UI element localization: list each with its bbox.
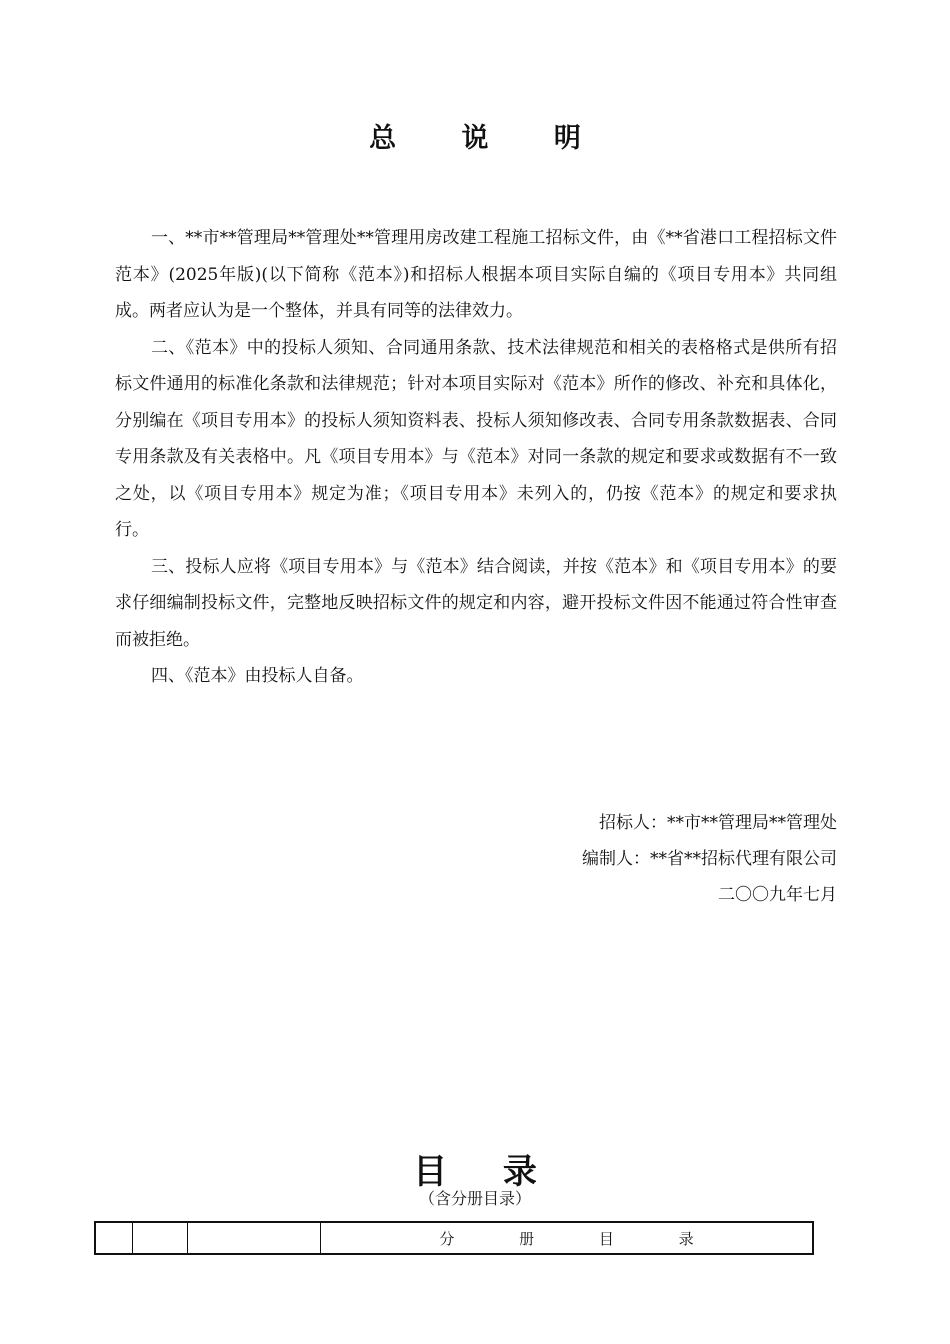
signature-date: 二〇〇九年七月 <box>718 885 837 905</box>
paragraph-2: 二、《范本》中的投标人须知、合同通用条款、技术法律规范和相关的表格格式是供所有招标文件通用的标准化条款和法律规范；针对本项目实际对《范本》所作的修改、补充和具体化，分别编在《项目专用本》的投标人须知资料表、投标人须知修改表、合同专用条款数据表、合同专用条款及有关表格中。凡《项目专用本》与《范本》对同一条款的规定和要求或数据有不一致之处，以《项目专用本》规定为准；《项目专用本》未列入的，仍按《范本》的规定和要求执行。 <box>115 337 837 540</box>
signature-tenderer: 招标人：**市**管理局**管理处 <box>599 813 837 833</box>
page-title: 总 说 明 <box>369 123 609 154</box>
toc-table <box>94 1221 814 1255</box>
toc-cell <box>188 1222 321 1254</box>
toc-subtitle: （含分册目录） <box>418 1189 531 1208</box>
toc-cell <box>133 1222 188 1254</box>
paragraph-3: 三、投标人应将《项目专用本》与《范本》结合阅读，并按《范本》和《项目专用本》的要求仔细编制投标文件，完整地反映招标文件的规定和内容，避开投标文件因不能通过符合性审查而被拒绝。 <box>115 556 837 650</box>
paragraph-1: 一、**市**管理局**管理处**管理用房改建工程施工招标文件，由《**省港口工程招标文件范本》(2025年版)(以下简称《范本》)和招标人根据本项目实际自编的《项目专用本》共同组成。两者应认为是一个整体，并具有同等的法律效力。 <box>115 228 837 321</box>
toc-header-label: 分 册 目 录 <box>321 1222 814 1254</box>
general-description <box>115 220 837 695</box>
signature-compiler: 编制人：**省**招标代理有限公司 <box>582 849 837 869</box>
toc-header-row <box>95 1222 813 1254</box>
toc-title: 目 录 <box>413 1152 559 1192</box>
paragraph-4: 四、《范本》由投标人自备。 <box>151 666 364 686</box>
toc-cell <box>95 1222 133 1254</box>
